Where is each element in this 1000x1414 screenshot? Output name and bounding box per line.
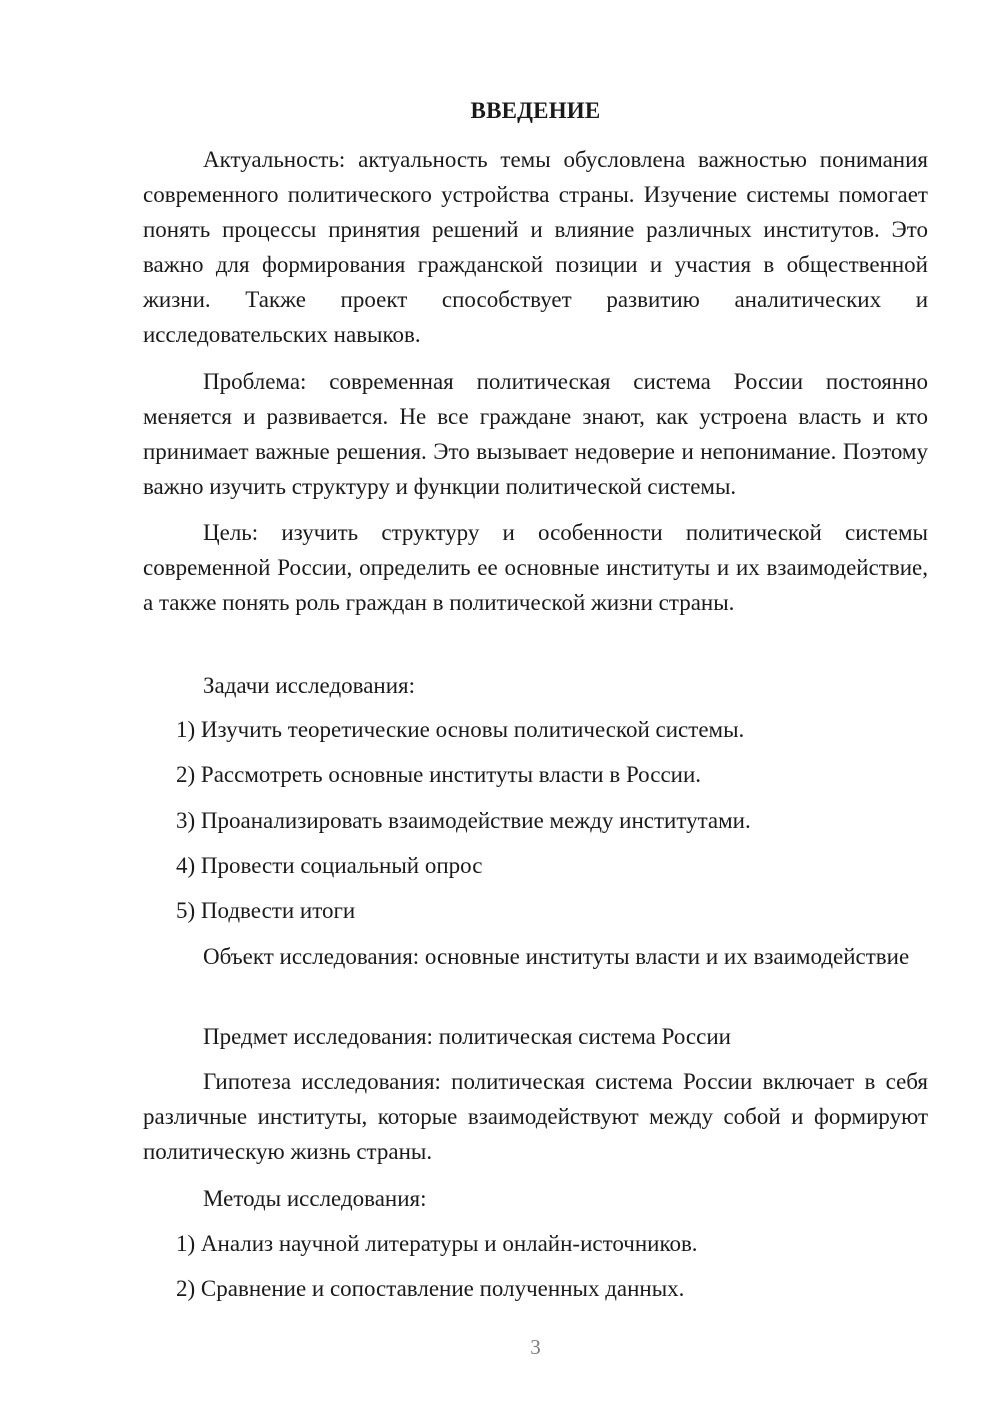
task-item: 5) Подвести итоги [176, 898, 356, 923]
methods-title: Методы исследования: [203, 1186, 427, 1211]
problem-paragraph: Проблема: современная политическая система России постоянно меняется и развивается. Не все граждане знают, как устроена власть и кто принимает важные решения. Это вызывает недоверие и непонимание. Поэтому важно изучить структуру и функции политической системы. [143, 369, 928, 499]
method-item: 1) Анализ научной литературы и онлайн-источников. [176, 1231, 698, 1256]
page-number: 3 [530, 1335, 541, 1359]
object-paragraph: Объект исследования: основные институты власти и их взаимодействие [203, 944, 910, 969]
hypothesis-paragraph: Гипотеза исследования: политическая система России включает в себя различные институты, которые взаимодействуют между собой и формируют политическую жизнь страны. [143, 1069, 928, 1164]
goal-paragraph: Цель: изучить структуру и особенности политической системы современной России, определить ее основные институты и их взаимодействие, а также понять роль граждан в политической жизни страны. [143, 520, 928, 615]
tasks-title: Задачи исследования: [203, 673, 416, 698]
task-item: 1) Изучить теоретические основы политической системы. [176, 717, 745, 742]
subject-paragraph: Предмет исследования: политическая система России [203, 1024, 731, 1049]
section-heading: ВВЕДЕНИЕ [470, 98, 601, 123]
task-item: 3) Проанализировать взаимодействие между институтами. [176, 808, 751, 833]
task-item: 2) Рассмотреть основные институты власти в России. [176, 762, 702, 787]
method-item: 2) Сравнение и сопоставление полученных данных. [176, 1276, 685, 1301]
task-item: 4) Провести социальный опрос [176, 853, 483, 878]
document-page [143, 0, 928, 1414]
relevance-paragraph: Актуальность: актуальность темы обусловлена важностью понимания современного политического устройства страны. Изучение системы помогает понять процессы принятия решений и влияние различных институтов. Это важно для формирования гражданской позиции и участия в общественной жизни. Также проект способствует развитию аналитических и исследовательских навыков. [143, 147, 928, 347]
